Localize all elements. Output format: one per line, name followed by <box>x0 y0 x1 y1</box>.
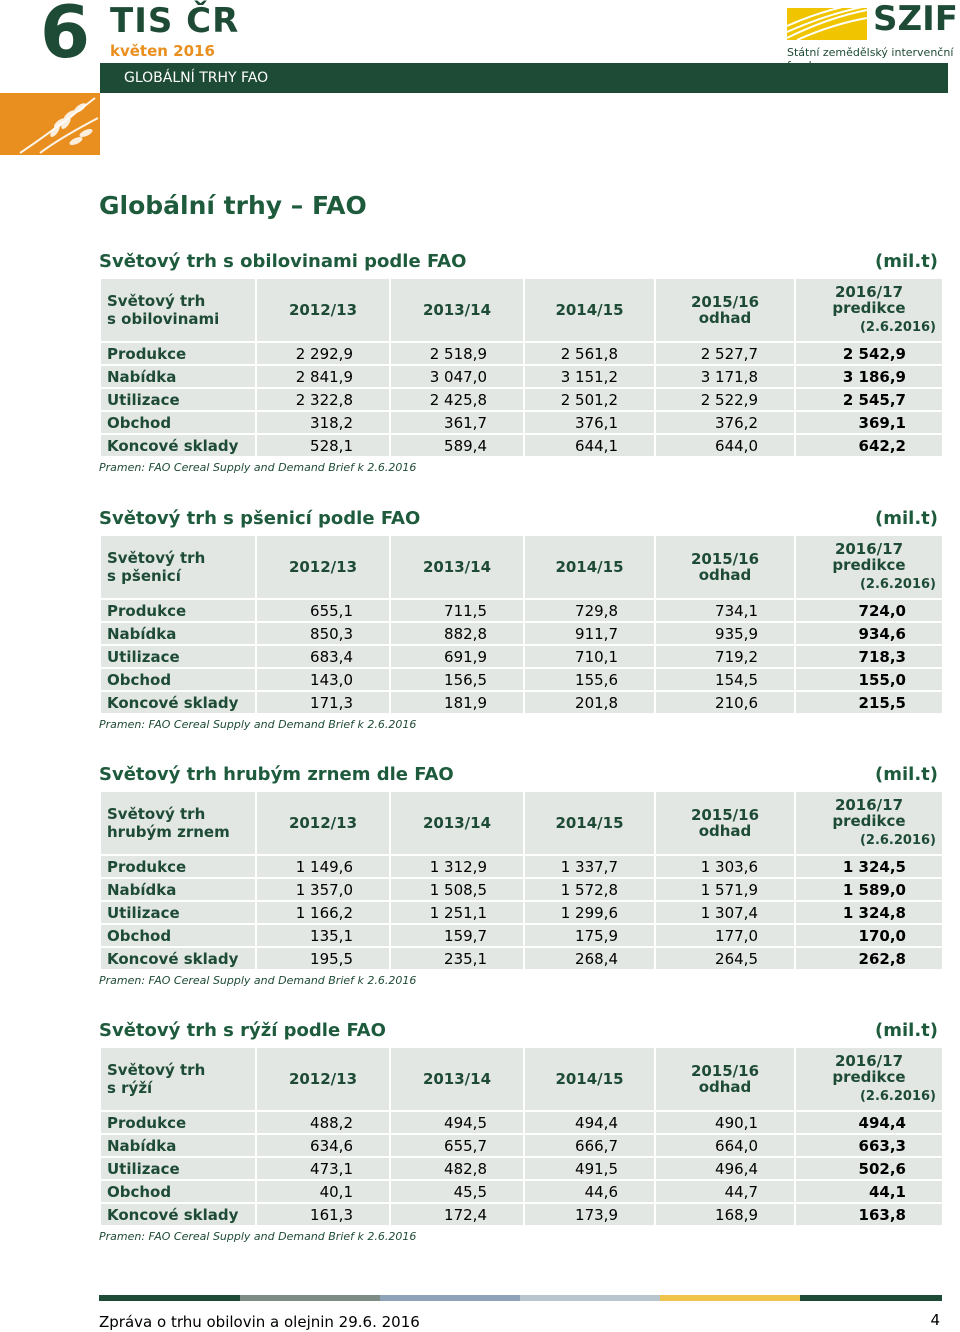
table-cell: 168,9 <box>655 1203 795 1226</box>
section-header <box>99 508 942 534</box>
table-cell: 155,6 <box>524 668 655 691</box>
table-cell: 1 337,7 <box>524 855 655 878</box>
col-header: 2012/13 <box>256 791 390 855</box>
row-label: Produkce <box>100 599 256 622</box>
table-cell: 45,5 <box>390 1180 524 1203</box>
table-cell: 175,9 <box>524 924 655 947</box>
col-header: 2014/15 <box>524 535 655 599</box>
table-cell: 201,8 <box>524 691 655 714</box>
col-header-estimate <box>655 535 795 599</box>
table-cell: 369,1 <box>795 411 943 434</box>
col-header: 2012/13 <box>256 278 390 342</box>
col-header-prediction <box>795 278 943 342</box>
table-cell: 159,7 <box>390 924 524 947</box>
section-label: GLOBÁLNÍ TRHY FAO <box>124 70 269 86</box>
col-header: 2013/14 <box>390 1047 524 1111</box>
table-cell: 935,9 <box>655 622 795 645</box>
szif-logo-text: SZIF <box>873 0 959 39</box>
table-cell: 3 047,0 <box>390 365 524 388</box>
row-label: Produkce <box>100 855 256 878</box>
row-label: Koncové sklady <box>100 691 256 714</box>
row-label: Nabídka <box>100 1134 256 1157</box>
table-row-header <box>100 1047 256 1111</box>
col-header-estimate <box>655 1047 795 1111</box>
footer-bar-segment <box>240 1295 380 1301</box>
table-cell: 154,5 <box>655 668 795 691</box>
table-cell: 2 527,7 <box>655 342 795 365</box>
table-cell: 44,6 <box>524 1180 655 1203</box>
table-row <box>100 1134 943 1157</box>
table-cell: 664,0 <box>655 1134 795 1157</box>
table-cell: 666,7 <box>524 1134 655 1157</box>
table-cell: 734,1 <box>655 599 795 622</box>
market-section-coarse-grain <box>99 764 942 987</box>
col-header-year: 2015/16 <box>690 806 760 824</box>
col-header-year: 2016/17 <box>834 540 904 558</box>
col-header: 2014/15 <box>524 278 655 342</box>
table-cell: 488,2 <box>256 1111 390 1134</box>
table-cell: 490,1 <box>655 1111 795 1134</box>
col-header-sub: predikce <box>832 299 906 317</box>
table-header-row <box>100 1047 943 1111</box>
section-title: Světový trh s pšenicí podle FAO <box>99 508 421 529</box>
szif-logo-icon <box>787 8 867 40</box>
table-cell: 850,3 <box>256 622 390 645</box>
col-header-sub: predikce <box>832 1068 906 1086</box>
table-cell: 181,9 <box>390 691 524 714</box>
table-cell: 44,7 <box>655 1180 795 1203</box>
row-label: Utilizace <box>100 1157 256 1180</box>
col-header-sub: predikce <box>832 556 906 574</box>
col-header: 2013/14 <box>390 278 524 342</box>
table-cell: 264,5 <box>655 947 795 970</box>
table-cell: 2 425,8 <box>390 388 524 411</box>
prediction-date: (2.6.2016) <box>859 833 936 848</box>
table-cell: 163,8 <box>795 1203 943 1226</box>
table-cell: 44,1 <box>795 1180 943 1203</box>
label-line1: Světový trh <box>107 1061 206 1079</box>
table-cell: 161,3 <box>256 1203 390 1226</box>
row-label: Koncové sklady <box>100 1203 256 1226</box>
table-cell: 1 149,6 <box>256 855 390 878</box>
row-label: Nabídka <box>100 878 256 901</box>
table-cell: 143,0 <box>256 668 390 691</box>
table-cell: 911,7 <box>524 622 655 645</box>
table-cell: 724,0 <box>795 599 943 622</box>
market-table <box>99 534 944 715</box>
table-cell: 644,0 <box>655 434 795 457</box>
table-cell: 195,5 <box>256 947 390 970</box>
table-cell: 2 542,9 <box>795 342 943 365</box>
table-cell: 494,5 <box>390 1111 524 1134</box>
table-row <box>100 411 943 434</box>
table-cell: 2 322,8 <box>256 388 390 411</box>
market-table <box>99 277 944 458</box>
table-cell: 376,2 <box>655 411 795 434</box>
label-line1: Světový trh <box>107 549 206 567</box>
table-cell: 171,3 <box>256 691 390 714</box>
table-cell: 1 166,2 <box>256 901 390 924</box>
table-cell: 1 357,0 <box>256 878 390 901</box>
section-title: Světový trh hrubým zrnem dle FAO <box>99 764 454 785</box>
market-section-cereals <box>99 251 942 474</box>
wheat-icon <box>0 93 100 155</box>
table-row <box>100 878 943 901</box>
table-cell: 1 589,0 <box>795 878 943 901</box>
col-header-year: 2016/17 <box>834 1052 904 1070</box>
row-label: Nabídka <box>100 365 256 388</box>
table-row <box>100 599 943 622</box>
section-title: Světový trh s rýží podle FAO <box>99 1020 386 1041</box>
table-row-header <box>100 278 256 342</box>
label-line2: s obilovinami <box>107 310 220 328</box>
table-cell: 589,4 <box>390 434 524 457</box>
page-title: Globální trhy – FAO <box>99 191 367 220</box>
footer-bar-segment <box>660 1295 800 1301</box>
table-cell: 318,2 <box>256 411 390 434</box>
table-cell: 502,6 <box>795 1157 943 1180</box>
col-header: 2013/14 <box>390 535 524 599</box>
table-cell: 642,2 <box>795 434 943 457</box>
row-label: Obchod <box>100 924 256 947</box>
unit-label: (mil.t) <box>875 508 938 529</box>
table-cell: 473,1 <box>256 1157 390 1180</box>
row-label: Obchod <box>100 411 256 434</box>
unit-label: (mil.t) <box>875 251 938 272</box>
table-cell: 2 292,9 <box>256 342 390 365</box>
table-cell: 268,4 <box>524 947 655 970</box>
table-row <box>100 1203 943 1226</box>
footer-bar-segment <box>520 1295 660 1301</box>
table-cell: 663,3 <box>795 1134 943 1157</box>
table-header-row <box>100 535 943 599</box>
col-header-sub: odhad <box>698 566 752 584</box>
source-note: Pramen: FAO Cereal Supply and Demand Brief k 2.6.2016 <box>99 1230 417 1243</box>
table-row <box>100 691 943 714</box>
table-cell: 1 571,9 <box>655 878 795 901</box>
table-cell: 361,7 <box>390 411 524 434</box>
unit-label: (mil.t) <box>875 764 938 785</box>
table-header-row <box>100 278 943 342</box>
table-cell: 155,0 <box>795 668 943 691</box>
table-cell: 710,1 <box>524 645 655 668</box>
row-label: Produkce <box>100 342 256 365</box>
unit-label: (mil.t) <box>875 1020 938 1041</box>
col-header: 2012/13 <box>256 535 390 599</box>
table-cell: 482,8 <box>390 1157 524 1180</box>
table-cell: 173,9 <box>524 1203 655 1226</box>
section-title: Světový trh s obilovinami podle FAO <box>99 251 467 272</box>
table-cell: 1 572,8 <box>524 878 655 901</box>
table-row-header <box>100 791 256 855</box>
section-header <box>99 1020 942 1046</box>
table-row <box>100 901 943 924</box>
table-cell: 2 841,9 <box>256 365 390 388</box>
label-line2: s pšenicí <box>107 567 181 585</box>
table-cell: 3 151,2 <box>524 365 655 388</box>
table-cell: 135,1 <box>256 924 390 947</box>
source-note: Pramen: FAO Cereal Supply and Demand Brief k 2.6.2016 <box>99 461 417 474</box>
col-header-year: 2015/16 <box>690 550 760 568</box>
table-cell: 177,0 <box>655 924 795 947</box>
row-label: Koncové sklady <box>100 434 256 457</box>
table-cell: 2 518,9 <box>390 342 524 365</box>
table-cell: 491,5 <box>524 1157 655 1180</box>
col-header-sub: odhad <box>698 1078 752 1096</box>
col-header: 2014/15 <box>524 791 655 855</box>
table-cell: 882,8 <box>390 622 524 645</box>
table-cell: 655,1 <box>256 599 390 622</box>
table-cell: 711,5 <box>390 599 524 622</box>
market-table <box>99 790 944 971</box>
table-cell: 235,1 <box>390 947 524 970</box>
market-table <box>99 1046 944 1227</box>
source-note: Pramen: FAO Cereal Supply and Demand Brief k 2.6.2016 <box>99 974 417 987</box>
table-cell: 156,5 <box>390 668 524 691</box>
table-cell: 634,6 <box>256 1134 390 1157</box>
table-cell: 3 186,9 <box>795 365 943 388</box>
table-cell: 215,5 <box>795 691 943 714</box>
table-cell: 934,6 <box>795 622 943 645</box>
row-label: Produkce <box>100 1111 256 1134</box>
row-label: Utilizace <box>100 388 256 411</box>
table-cell: 1 312,9 <box>390 855 524 878</box>
table-cell: 210,6 <box>655 691 795 714</box>
table-cell: 683,4 <box>256 645 390 668</box>
table-cell: 172,4 <box>390 1203 524 1226</box>
szif-logo-subtitle: Státní zemědělský intervenční fond <box>787 46 954 72</box>
table-cell: 2 501,2 <box>524 388 655 411</box>
source-note: Pramen: FAO Cereal Supply and Demand Brief k 2.6.2016 <box>99 718 417 731</box>
table-cell: 2 561,8 <box>524 342 655 365</box>
table-row <box>100 924 943 947</box>
table-row <box>100 947 943 970</box>
table-row <box>100 388 943 411</box>
brand-title: TIS ČR <box>110 1 240 41</box>
table-cell: 3 171,8 <box>655 365 795 388</box>
table-row <box>100 1111 943 1134</box>
row-label: Utilizace <box>100 645 256 668</box>
market-section-wheat <box>99 508 942 731</box>
table-cell: 170,0 <box>795 924 943 947</box>
table-cell: 2 545,7 <box>795 388 943 411</box>
footer-bar-segment <box>800 1295 942 1301</box>
issue-number: 6 <box>40 0 91 74</box>
row-label: Obchod <box>100 668 256 691</box>
footer-text: Zpráva o trhu obilovin a olejnin 29.6. 2016 <box>99 1313 420 1331</box>
table-cell: 494,4 <box>524 1111 655 1134</box>
row-label: Utilizace <box>100 901 256 924</box>
market-section-rice <box>99 1020 942 1243</box>
col-header-year: 2015/16 <box>690 1062 760 1080</box>
table-cell: 1 251,1 <box>390 901 524 924</box>
col-header-estimate <box>655 791 795 855</box>
table-cell: 719,2 <box>655 645 795 668</box>
table-cell: 691,9 <box>390 645 524 668</box>
table-cell: 40,1 <box>256 1180 390 1203</box>
col-header-prediction <box>795 791 943 855</box>
table-cell: 1 307,4 <box>655 901 795 924</box>
table-row <box>100 622 943 645</box>
row-label: Koncové sklady <box>100 947 256 970</box>
col-header-sub: odhad <box>698 822 752 840</box>
table-cell: 1 508,5 <box>390 878 524 901</box>
col-header-prediction <box>795 535 943 599</box>
table-cell: 1 303,6 <box>655 855 795 878</box>
col-header-year: 2016/17 <box>834 796 904 814</box>
table-cell: 494,4 <box>795 1111 943 1134</box>
col-header: 2014/15 <box>524 1047 655 1111</box>
table-cell: 718,3 <box>795 645 943 668</box>
section-header <box>99 764 942 790</box>
section-header <box>99 251 942 277</box>
col-header-estimate <box>655 278 795 342</box>
table-row <box>100 668 943 691</box>
table-cell: 376,1 <box>524 411 655 434</box>
prediction-date: (2.6.2016) <box>859 320 936 335</box>
footer-bar-segment <box>99 1295 240 1301</box>
table-cell: 1 324,5 <box>795 855 943 878</box>
col-header-year: 2015/16 <box>690 293 760 311</box>
row-label: Obchod <box>100 1180 256 1203</box>
col-header-sub: odhad <box>698 309 752 327</box>
table-cell: 1 324,8 <box>795 901 943 924</box>
col-header-prediction <box>795 1047 943 1111</box>
col-header: 2013/14 <box>390 791 524 855</box>
table-cell: 729,8 <box>524 599 655 622</box>
table-row <box>100 1180 943 1203</box>
label-line2: hrubým zrnem <box>107 823 230 841</box>
table-cell: 262,8 <box>795 947 943 970</box>
table-row <box>100 365 943 388</box>
table-cell: 528,1 <box>256 434 390 457</box>
table-cell: 2 522,9 <box>655 388 795 411</box>
label-line2: s rýží <box>107 1079 153 1097</box>
table-row <box>100 855 943 878</box>
footer-bar-segment <box>380 1295 520 1301</box>
table-row-header <box>100 535 256 599</box>
col-header: 2012/13 <box>256 1047 390 1111</box>
table-cell: 655,7 <box>390 1134 524 1157</box>
page-number: 4 <box>930 1311 940 1329</box>
label-line1: Světový trh <box>107 292 206 310</box>
table-row <box>100 342 943 365</box>
table-cell: 1 299,6 <box>524 901 655 924</box>
table-header-row <box>100 791 943 855</box>
label-line1: Světový trh <box>107 805 206 823</box>
issue-date: květen 2016 <box>110 42 215 60</box>
table-row <box>100 645 943 668</box>
row-label: Nabídka <box>100 622 256 645</box>
prediction-date: (2.6.2016) <box>859 1089 936 1104</box>
prediction-date: (2.6.2016) <box>859 577 936 592</box>
table-row <box>100 1157 943 1180</box>
col-header-year: 2016/17 <box>834 283 904 301</box>
table-cell: 496,4 <box>655 1157 795 1180</box>
col-header-sub: predikce <box>832 812 906 830</box>
table-row <box>100 434 943 457</box>
table-cell: 644,1 <box>524 434 655 457</box>
